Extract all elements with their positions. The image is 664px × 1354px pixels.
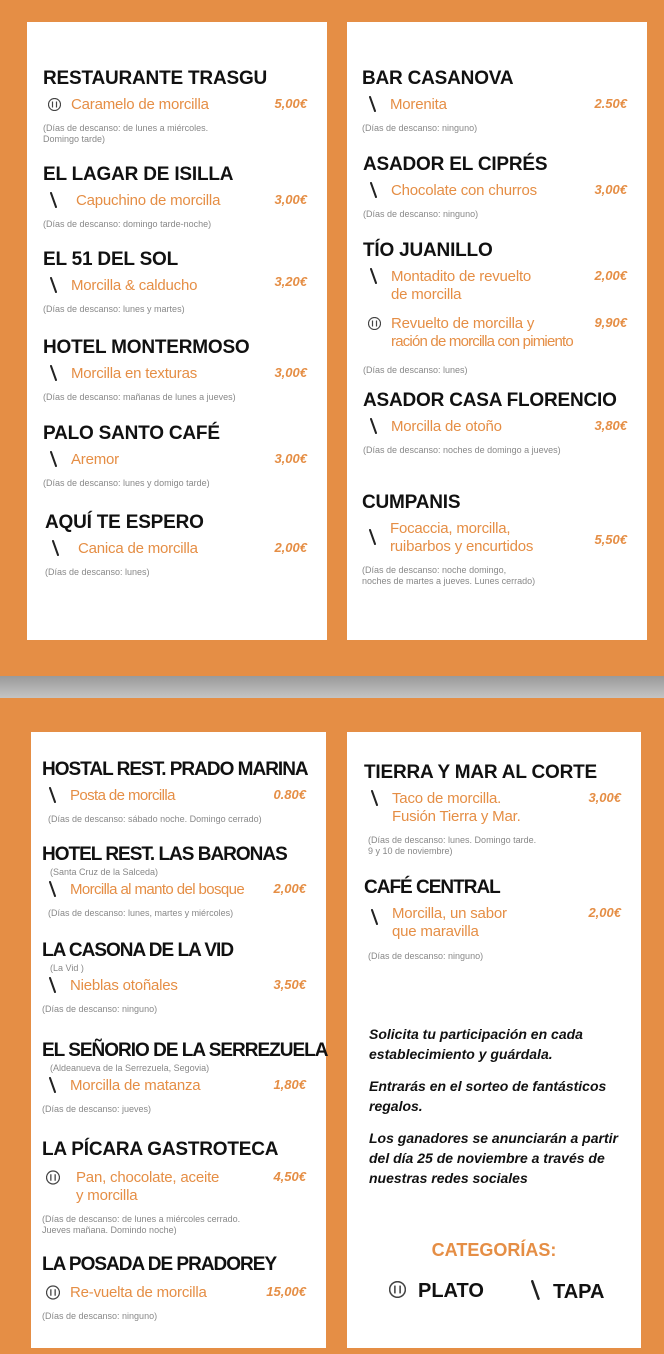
rest-days: (Días de descanso: ninguno) bbox=[42, 1311, 158, 1321]
dish-price: 5,50€ bbox=[594, 532, 627, 547]
restaurant-name: HOSTAL REST. PRADO MARINA bbox=[42, 759, 308, 780]
restaurant-entry bbox=[42, 940, 326, 1015]
dish-price: 3,00€ bbox=[274, 192, 307, 207]
dish-price: 0.80€ bbox=[273, 787, 306, 802]
dish-price: 2,00€ bbox=[273, 881, 306, 896]
dish-price: 2.50€ bbox=[594, 96, 627, 111]
plate-icon bbox=[46, 1169, 60, 1185]
plate-icon bbox=[46, 1284, 60, 1300]
tapa-icon bbox=[367, 182, 381, 198]
restaurant-entry bbox=[42, 1139, 326, 1236]
dish-name: Chocolate con churros bbox=[391, 182, 537, 199]
restaurant-name: HOTEL MONTERMOSO bbox=[43, 337, 250, 358]
dish-row bbox=[42, 1077, 326, 1095]
tapa-icon bbox=[47, 192, 61, 208]
restaurant-name: ASADOR CASA FLORENCIO bbox=[363, 390, 617, 411]
rest-days: (Días de descanso: de lunes a miércoles cerrado. Jueves mañana. Domindo noche) bbox=[42, 1214, 241, 1235]
tapa-icon bbox=[46, 977, 60, 993]
rest-days: (Días de descanso: lunes. Domingo tarde. 9 y 10 de noviembre) bbox=[368, 835, 537, 856]
restaurant-entry bbox=[42, 1254, 326, 1322]
legend-label: TAPA bbox=[553, 1281, 605, 1303]
promo-text: Entrarás en el sorteo de fantásticos regalos. bbox=[369, 1078, 607, 1114]
restaurant-name: AQUÍ TE ESPERO bbox=[45, 512, 204, 533]
rest-days: (Días de descanso: lunes) bbox=[45, 567, 150, 577]
legend-tapa bbox=[531, 1280, 604, 1305]
restaurant-entry bbox=[42, 759, 326, 825]
restaurant-entry bbox=[43, 337, 327, 403]
dish-row bbox=[43, 451, 327, 469]
restaurant-entry bbox=[363, 390, 647, 456]
dish-row bbox=[43, 192, 327, 210]
dish-row bbox=[45, 540, 327, 558]
tapa-icon bbox=[367, 418, 381, 434]
restaurant-entry bbox=[363, 154, 647, 220]
menu-panel-right-top bbox=[347, 22, 647, 640]
restaurant-name: PALO SANTO CAFÉ bbox=[43, 423, 220, 444]
menu-panel-right-bottom bbox=[347, 732, 641, 1348]
tapa-icon bbox=[49, 540, 63, 556]
tapa-icon bbox=[46, 1077, 60, 1093]
restaurant-name: CAFÉ CENTRAL bbox=[364, 877, 500, 898]
dish-price: 3,00€ bbox=[588, 790, 621, 805]
tapa-icon bbox=[46, 787, 60, 803]
dish-price: 3,00€ bbox=[274, 365, 307, 380]
plate-icon bbox=[47, 96, 61, 112]
dish-name: Morcilla en texturas bbox=[71, 365, 198, 382]
tapa-icon bbox=[366, 529, 380, 545]
dish-price: 3,00€ bbox=[274, 451, 307, 466]
dish-price: 4,50€ bbox=[273, 1169, 306, 1184]
restaurant-name: BAR CASANOVA bbox=[362, 68, 514, 89]
rest-days: (Días de descanso: sábado noche. Domingo cerrado) bbox=[48, 814, 262, 824]
tapa-icon bbox=[47, 277, 61, 293]
rest-days: (Días de descanso: lunes y domigo tarde) bbox=[43, 478, 210, 488]
restaurant-name: EL SEÑORIO DE LA SERREZUELA bbox=[42, 1040, 328, 1061]
dish-row bbox=[362, 520, 647, 556]
rest-days: (Días de descanso: noche domingo, noches de martes a jueves. Lunes cerrado) bbox=[362, 565, 536, 586]
dish-row bbox=[363, 418, 647, 436]
rest-days: (Días de descanso: de lunes a miércoles. Domingo tarde) bbox=[43, 123, 209, 144]
dish-name: Aremor bbox=[71, 451, 119, 468]
dish-name: Morcilla de otoño bbox=[391, 418, 502, 435]
promo-text: Solicita tu participación en cada establecimiento y guárdala. bbox=[369, 1026, 583, 1062]
dish-price: 3,20€ bbox=[274, 274, 307, 289]
dish-row bbox=[363, 182, 647, 200]
restaurant-location: (La Vid ) bbox=[50, 963, 84, 973]
dish-price: 9,90€ bbox=[594, 315, 627, 330]
rest-days: (Días de descanso: domingo tarde-noche) bbox=[43, 219, 212, 229]
dish-price: 1,80€ bbox=[273, 1077, 306, 1092]
rest-days: (Días de descanso: mañanas de lunes a jueves) bbox=[43, 392, 236, 402]
restaurant-name: EL 51 DEL SOL bbox=[43, 249, 179, 270]
dish-name: Nieblas otoñales bbox=[70, 977, 178, 994]
restaurant-entry bbox=[364, 762, 641, 857]
dish-price: 3,50€ bbox=[273, 977, 306, 992]
dish-name: Morcilla al manto del bosque bbox=[70, 881, 245, 898]
rest-days: (Días de descanso: jueves) bbox=[42, 1104, 152, 1114]
dish-price: 3,80€ bbox=[594, 418, 627, 433]
restaurant-entry bbox=[362, 492, 647, 587]
tapa-icon bbox=[366, 96, 380, 112]
plate-icon bbox=[367, 315, 381, 331]
rest-days: (Días de descanso: lunes) bbox=[363, 365, 468, 375]
legend-label: PLATO bbox=[418, 1280, 484, 1302]
restaurant-location: (Santa Cruz de la Salceda) bbox=[50, 867, 159, 877]
restaurant-name: TÍO JUANILLO bbox=[363, 240, 493, 261]
dish-name: Pan, chocolate, aceite y morcilla bbox=[76, 1169, 220, 1204]
menu-panel-left-bottom bbox=[31, 732, 326, 1348]
dish-name: Re-vuelta de morcilla bbox=[70, 1284, 207, 1301]
dish-name: Capuchino de morcilla bbox=[76, 192, 221, 209]
categories-title: CATEGORÍAS: bbox=[431, 1240, 557, 1260]
restaurant-entry bbox=[362, 68, 647, 134]
dish-price: 5,00€ bbox=[274, 96, 307, 111]
tapa-icon bbox=[531, 1280, 541, 1305]
rest-days: (Días de descanso: ninguno) bbox=[42, 1004, 158, 1014]
dish-row bbox=[362, 96, 647, 114]
tapa-icon bbox=[368, 790, 382, 806]
dish-price: 15,00€ bbox=[266, 1284, 306, 1299]
restaurant-name: LA PÍCARA GASTROTECA bbox=[42, 1139, 279, 1160]
dish-row bbox=[42, 1169, 326, 1205]
dish-name: Caramelo de morcilla bbox=[71, 96, 209, 113]
restaurant-entry bbox=[43, 68, 327, 145]
dish-name: Revuelto de morcilla y ración de morcilla con pimiento bbox=[391, 315, 573, 350]
dish-row bbox=[364, 790, 641, 826]
dish-name: Posta de morcilla bbox=[70, 787, 175, 804]
dish-name: Morcilla & calducho bbox=[71, 277, 198, 294]
restaurant-entry bbox=[43, 164, 327, 230]
dish-row bbox=[43, 96, 327, 114]
tapa-icon bbox=[46, 881, 60, 897]
dish-row bbox=[42, 977, 326, 995]
legend-plato bbox=[389, 1280, 484, 1303]
dish-name: Taco de morcilla. Fusión Tierra y Mar. bbox=[392, 790, 521, 825]
tapa-icon bbox=[368, 909, 382, 925]
restaurant-name: RESTAURANTE TRASGU bbox=[43, 68, 268, 89]
dish-name: Focaccia, morcilla, ruibarbos y encurtidos bbox=[390, 520, 534, 555]
tapa-icon bbox=[47, 365, 61, 381]
rest-days: (Días de descanso: ninguno) bbox=[362, 123, 478, 133]
restaurant-name: HOTEL REST. LAS BARONAS bbox=[42, 844, 287, 865]
restaurant-name: TIERRA Y MAR AL CORTE bbox=[364, 762, 597, 783]
dish-name: Morcilla de matanza bbox=[70, 1077, 201, 1094]
restaurant-entry bbox=[45, 512, 327, 578]
dish-row bbox=[363, 268, 647, 304]
restaurant-name: EL LAGAR DE ISILLA bbox=[43, 164, 234, 185]
tapa-icon bbox=[47, 451, 61, 467]
restaurant-entry bbox=[364, 877, 641, 962]
dish-price: 3,00€ bbox=[594, 182, 627, 197]
restaurant-name: LA POSADA DE PRADOREY bbox=[42, 1254, 277, 1275]
rest-days: (Días de descanso: ninguno) bbox=[368, 951, 484, 961]
tapa-icon bbox=[367, 268, 381, 284]
dish-row bbox=[43, 274, 327, 295]
dish-row bbox=[364, 905, 641, 941]
dish-price: 2,00€ bbox=[274, 540, 307, 555]
dish-price: 2,00€ bbox=[588, 905, 621, 920]
restaurant-entry bbox=[42, 844, 326, 919]
restaurant-entry bbox=[42, 1040, 326, 1115]
restaurant-entry bbox=[43, 249, 327, 315]
rest-days: (Días de descanso: ninguno) bbox=[363, 209, 479, 219]
page-divider bbox=[0, 676, 664, 698]
dish-name: Morcilla, un sabor que maravilla bbox=[392, 905, 507, 940]
dish-row bbox=[43, 365, 327, 383]
promo-text: Los ganadores se anunciarán a partir del día 25 de noviembre a través de nuestras redes sociales bbox=[369, 1130, 618, 1186]
dish-row bbox=[363, 315, 647, 351]
restaurant-name: CUMPANIS bbox=[362, 492, 461, 513]
dish-name: Montadito de revuelto de morcilla bbox=[391, 268, 532, 303]
dish-row bbox=[42, 787, 326, 805]
dish-name: Morenita bbox=[390, 96, 447, 113]
restaurant-name: ASADOR EL CIPRÉS bbox=[363, 154, 548, 175]
dish-price: 2,00€ bbox=[594, 268, 627, 283]
restaurant-entry bbox=[43, 423, 327, 489]
dish-row bbox=[42, 1284, 326, 1302]
dish-row bbox=[42, 881, 326, 899]
restaurant-name: LA CASONA DE LA VID bbox=[42, 940, 234, 961]
menu-panel-left-top bbox=[27, 22, 327, 640]
restaurant-entry bbox=[363, 240, 647, 376]
plate-icon bbox=[389, 1281, 406, 1303]
dish-name: Canica de morcilla bbox=[78, 540, 198, 557]
rest-days: (Días de descanso: lunes y martes) bbox=[43, 304, 185, 314]
rest-days: (Días de descanso: noches de domingo a jueves) bbox=[363, 445, 561, 455]
rest-days: (Días de descanso: lunes, martes y miércoles) bbox=[48, 908, 234, 918]
restaurant-location: (Aldeanueva de la Serrezuela, Segovia) bbox=[50, 1063, 210, 1073]
